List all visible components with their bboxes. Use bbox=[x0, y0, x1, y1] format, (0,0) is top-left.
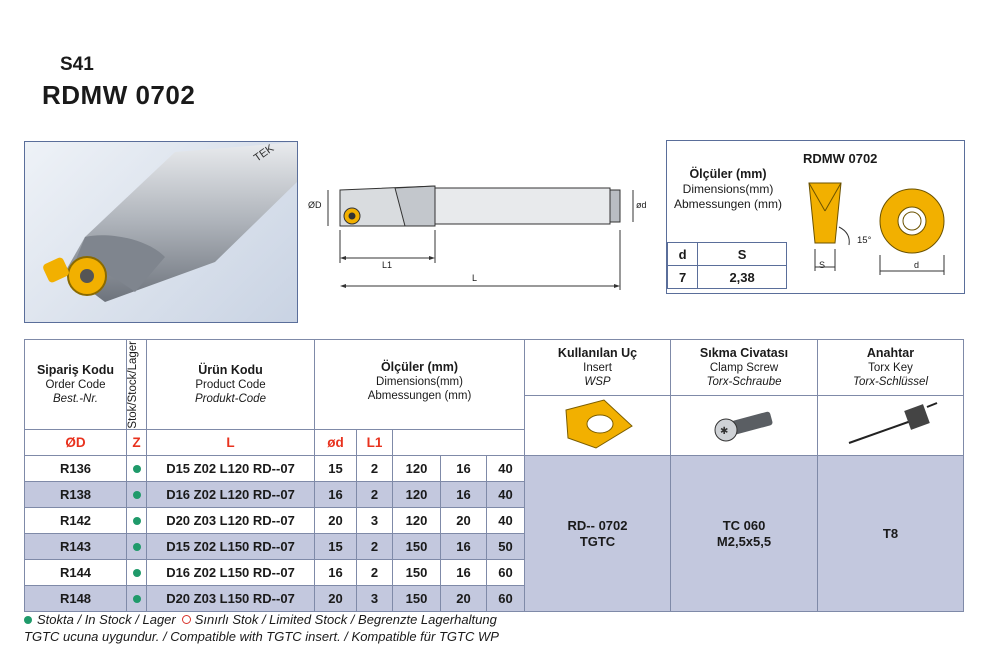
order-code-de: Best.-Nr. bbox=[53, 393, 98, 405]
dim-d: 20 bbox=[441, 508, 487, 534]
dim-d: 16 bbox=[441, 456, 487, 482]
svg-text:✱: ✱ bbox=[720, 426, 729, 437]
order-code-header bbox=[25, 340, 127, 430]
shank-diameter-label: ød bbox=[636, 200, 647, 210]
screw-en: Clamp Screw bbox=[709, 362, 779, 374]
product-code-en: Product Code bbox=[195, 379, 266, 391]
in-stock-icon bbox=[133, 569, 141, 577]
screw-value bbox=[671, 456, 818, 612]
dim-L: 150 bbox=[393, 560, 441, 586]
dim-D: 20 bbox=[315, 586, 357, 612]
product-code: D15 Z02 L120 RD--07 bbox=[147, 456, 315, 482]
dim-D: 20 bbox=[315, 508, 357, 534]
insert-dimension-box bbox=[666, 140, 965, 294]
screw-de: Torx-Schraube bbox=[706, 376, 782, 388]
angle-label: 15° bbox=[857, 235, 872, 246]
series-code: S41 bbox=[60, 54, 94, 75]
product-code-header bbox=[147, 340, 315, 430]
col-d: d bbox=[668, 243, 698, 266]
dimensions-de: Abmessungen (mm) bbox=[367, 390, 472, 402]
product-code-de: Produkt-Code bbox=[195, 393, 266, 405]
key-en: Torx Key bbox=[868, 362, 913, 374]
dimensions-en: Dimensions(mm) bbox=[376, 376, 463, 388]
stock-indicator bbox=[127, 560, 147, 586]
insert-header bbox=[525, 340, 671, 396]
product-photo bbox=[24, 141, 298, 323]
stock-header-label: Stok/Stock/Lager bbox=[127, 340, 139, 429]
order-code: R148 bbox=[25, 586, 127, 612]
product-code: D16 Z02 L120 RD--07 bbox=[147, 482, 315, 508]
key-image-cell bbox=[818, 396, 964, 456]
dim-d: 16 bbox=[441, 560, 487, 586]
product-code: D16 Z02 L150 RD--07 bbox=[147, 560, 315, 586]
dim-L: 150 bbox=[393, 586, 441, 612]
in-stock-icon bbox=[133, 595, 141, 603]
dimensions-header bbox=[315, 340, 525, 430]
insert-de: WSP bbox=[584, 376, 611, 388]
diameter-label: ØD bbox=[308, 200, 322, 210]
in-stock-icon bbox=[133, 491, 141, 499]
l-label: L bbox=[472, 273, 478, 283]
order-code: R142 bbox=[25, 508, 127, 534]
insert-title: RDMW 0702 bbox=[803, 151, 878, 166]
stock-indicator bbox=[127, 586, 147, 612]
product-table bbox=[24, 339, 964, 612]
dim-d: 16 bbox=[441, 482, 487, 508]
dim-L1: 60 bbox=[487, 560, 525, 586]
insert-en: Insert bbox=[583, 362, 612, 374]
in-stock-icon bbox=[24, 616, 32, 624]
screw-icon bbox=[704, 404, 784, 444]
dim-Z: 2 bbox=[357, 534, 393, 560]
dim-d: 16 bbox=[441, 534, 487, 560]
insert-drawing bbox=[787, 171, 962, 286]
d-label: d bbox=[914, 260, 920, 270]
key-value: T8 bbox=[818, 456, 964, 612]
dim-L: 150 bbox=[393, 534, 441, 560]
dim-Z: 2 bbox=[357, 482, 393, 508]
dimensions-tr: Ölçüler (mm) bbox=[380, 360, 459, 374]
dim-D: 15 bbox=[315, 534, 357, 560]
dim-col-L1: L1 bbox=[357, 430, 393, 456]
screw-value-1: TC 060 bbox=[722, 517, 766, 533]
dim-col-Z: Z bbox=[127, 430, 147, 456]
stock-header bbox=[127, 340, 147, 430]
dim-L: 120 bbox=[393, 456, 441, 482]
key-de: Torx-Schlüssel bbox=[853, 376, 929, 388]
s-label: S bbox=[819, 260, 826, 270]
product-code: D20 Z03 L150 RD--07 bbox=[147, 586, 315, 612]
in-stock-icon bbox=[133, 517, 141, 525]
insert-value-1: RD-- 0702 bbox=[567, 517, 628, 533]
stock-indicator bbox=[127, 508, 147, 534]
compatibility-note: TGTC ucuna uygundur. / Compatible with TGTC insert. / Kompatible für TGTC WP bbox=[24, 629, 499, 644]
dimension-header-tr: Ölçüler (mm) bbox=[689, 167, 767, 181]
dim-L1: 40 bbox=[487, 508, 525, 534]
val-d: 7 bbox=[668, 266, 698, 289]
l1-label: L1 bbox=[382, 260, 393, 270]
product-code-tr: Ürün Kodu bbox=[198, 363, 263, 377]
limited-stock-icon bbox=[182, 615, 191, 624]
product-code: D20 Z03 L120 RD--07 bbox=[147, 508, 315, 534]
insert-dimension-table bbox=[667, 242, 787, 289]
dim-col-D: ØD bbox=[25, 430, 127, 456]
screw-header bbox=[671, 340, 818, 396]
dim-d: 20 bbox=[441, 586, 487, 612]
dim-Z: 2 bbox=[357, 456, 393, 482]
key-header bbox=[818, 340, 964, 396]
order-code-en: Order Code bbox=[45, 379, 106, 391]
insert-value-2: TGTC bbox=[579, 533, 616, 549]
screw-image-cell bbox=[671, 396, 818, 456]
dimension-header bbox=[671, 167, 785, 212]
order-code: R136 bbox=[25, 456, 127, 482]
dim-L: 120 bbox=[393, 482, 441, 508]
dim-Z: 3 bbox=[357, 586, 393, 612]
model-title: RDMW 0702 bbox=[42, 80, 196, 110]
dim-D: 15 bbox=[315, 456, 357, 482]
val-s: 2,38 bbox=[698, 266, 787, 289]
limited-stock-text: Sınırlı Stok / Limited Stock / Begrenzte Lagerhaltung bbox=[194, 612, 497, 627]
in-stock-text: Stokta / In Stock / Lager bbox=[37, 612, 176, 627]
stock-indicator bbox=[127, 482, 147, 508]
in-stock-icon bbox=[133, 465, 141, 473]
dim-Z: 2 bbox=[357, 560, 393, 586]
order-code-tr: Sipariş Kodu bbox=[36, 363, 115, 377]
insert-value bbox=[525, 456, 671, 612]
dim-L1: 40 bbox=[487, 482, 525, 508]
technical-drawing bbox=[300, 168, 650, 303]
stock-indicator bbox=[127, 456, 147, 482]
dim-D: 16 bbox=[315, 482, 357, 508]
dim-L1: 40 bbox=[487, 456, 525, 482]
order-code: R144 bbox=[25, 560, 127, 586]
table-row bbox=[25, 456, 964, 482]
dim-D: 16 bbox=[315, 560, 357, 586]
torx-key-icon bbox=[841, 401, 941, 447]
dim-L: 120 bbox=[393, 508, 441, 534]
dim-L1: 50 bbox=[487, 534, 525, 560]
insert-icon bbox=[558, 396, 638, 452]
svg-text:TEK: TEK bbox=[251, 142, 277, 165]
screw-tr: Sıkma Civatası bbox=[699, 346, 789, 360]
col-s: S bbox=[698, 243, 787, 266]
dim-col-d: ød bbox=[315, 430, 357, 456]
insert-tr: Kullanılan Uç bbox=[557, 346, 638, 360]
key-tr: Anahtar bbox=[866, 346, 915, 360]
dimension-header-de: Abmessungen (mm) bbox=[673, 197, 783, 211]
in-stock-icon bbox=[133, 543, 141, 551]
insert-image-cell bbox=[525, 396, 671, 456]
dimension-header-en: Dimensions(mm) bbox=[682, 182, 774, 196]
dim-Z: 3 bbox=[357, 508, 393, 534]
stock-indicator bbox=[127, 534, 147, 560]
order-code: R138 bbox=[25, 482, 127, 508]
dim-L1: 60 bbox=[487, 586, 525, 612]
dim-col-L: L bbox=[147, 430, 315, 456]
product-code: D15 Z02 L150 RD--07 bbox=[147, 534, 315, 560]
order-code: R143 bbox=[25, 534, 127, 560]
screw-value-2: M2,5x5,5 bbox=[716, 533, 772, 549]
stock-legend bbox=[24, 612, 497, 627]
